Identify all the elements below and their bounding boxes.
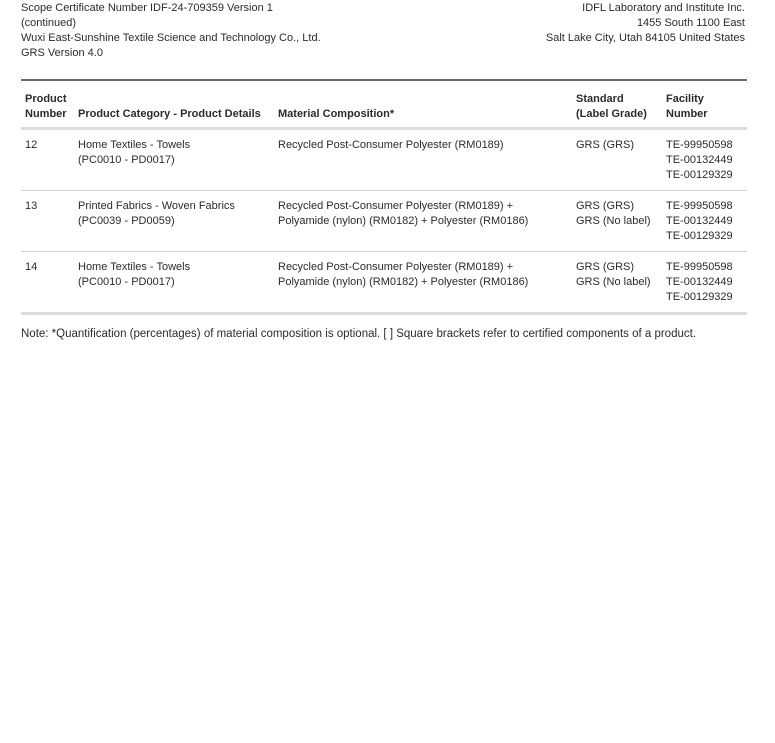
cell-standard: GRS (GRS) GRS (No label) [576, 261, 651, 288]
cell-facility: TE-99950598 TE-00132449 TE-00129329 [666, 139, 733, 181]
continued-label: (continued) [21, 17, 77, 29]
cell-standard: GRS (GRS) GRS (No label) [576, 200, 651, 227]
cell-category: Home Textiles - Towels (PC0010 - PD0017) [78, 139, 191, 166]
grs-version: GRS Version 4.0 [21, 47, 103, 59]
column-header-category: Product Category - Product Details [78, 108, 261, 120]
cell-product-number: 13 [25, 200, 38, 212]
cell-material: Recycled Post-Consumer Polyester (RM0189) [278, 139, 504, 151]
certifier-name: IDFL Laboratory and Institute Inc. [582, 2, 745, 14]
header-divider [21, 79, 747, 81]
cell-standard: GRS (GRS) [576, 139, 635, 151]
cell-material: Recycled Post-Consumer Polyester (RM0189) + Polyamide (nylon) (RM0182) + Polyester (RM0186) [278, 200, 529, 227]
cell-category: Printed Fabrics - Woven Fabrics (PC0039 - PD0059) [78, 200, 235, 227]
table-row [21, 252, 747, 314]
certifier-street: 1455 South 1100 East [636, 17, 745, 29]
cell-category: Home Textiles - Towels (PC0010 - PD0017) [78, 261, 191, 288]
header-right-block [425, 1, 745, 46]
cell-product-number: 12 [25, 139, 38, 151]
header-left-block [21, 1, 321, 61]
company-name: Wuxi East-Sunshine Textile Science and Technology Co., Ltd. [21, 32, 321, 44]
composition-note: Note: *Quantification (percentages) of material composition is optional. [ ] Square brackets refer to certified components of a product. [21, 328, 697, 340]
cell-facility: TE-99950598 TE-00132449 TE-00129329 [666, 261, 733, 303]
table-row [21, 191, 747, 252]
cell-facility: TE-99950598 TE-00132449 TE-00129329 [666, 200, 733, 242]
column-header-standard: Standard (Label Grade) [576, 93, 647, 120]
certifier-city: Salt Lake City, Utah 84105 United States [545, 32, 745, 44]
cell-product-number: 14 [25, 261, 38, 273]
cell-material: Recycled Post-Consumer Polyester (RM0189) + Polyamide (nylon) (RM0182) + Polyester (RM0186) [278, 261, 529, 288]
table-row [21, 129, 747, 191]
certificate-number-line: Scope Certificate Number IDF-24-709359 Version 1 [21, 2, 273, 14]
table-header-row [21, 89, 747, 129]
column-header-product-number: Product Number [25, 93, 67, 120]
products-table [21, 89, 747, 315]
column-header-material: Material Composition* [278, 108, 395, 120]
column-header-facility: Facility Number [666, 93, 708, 120]
